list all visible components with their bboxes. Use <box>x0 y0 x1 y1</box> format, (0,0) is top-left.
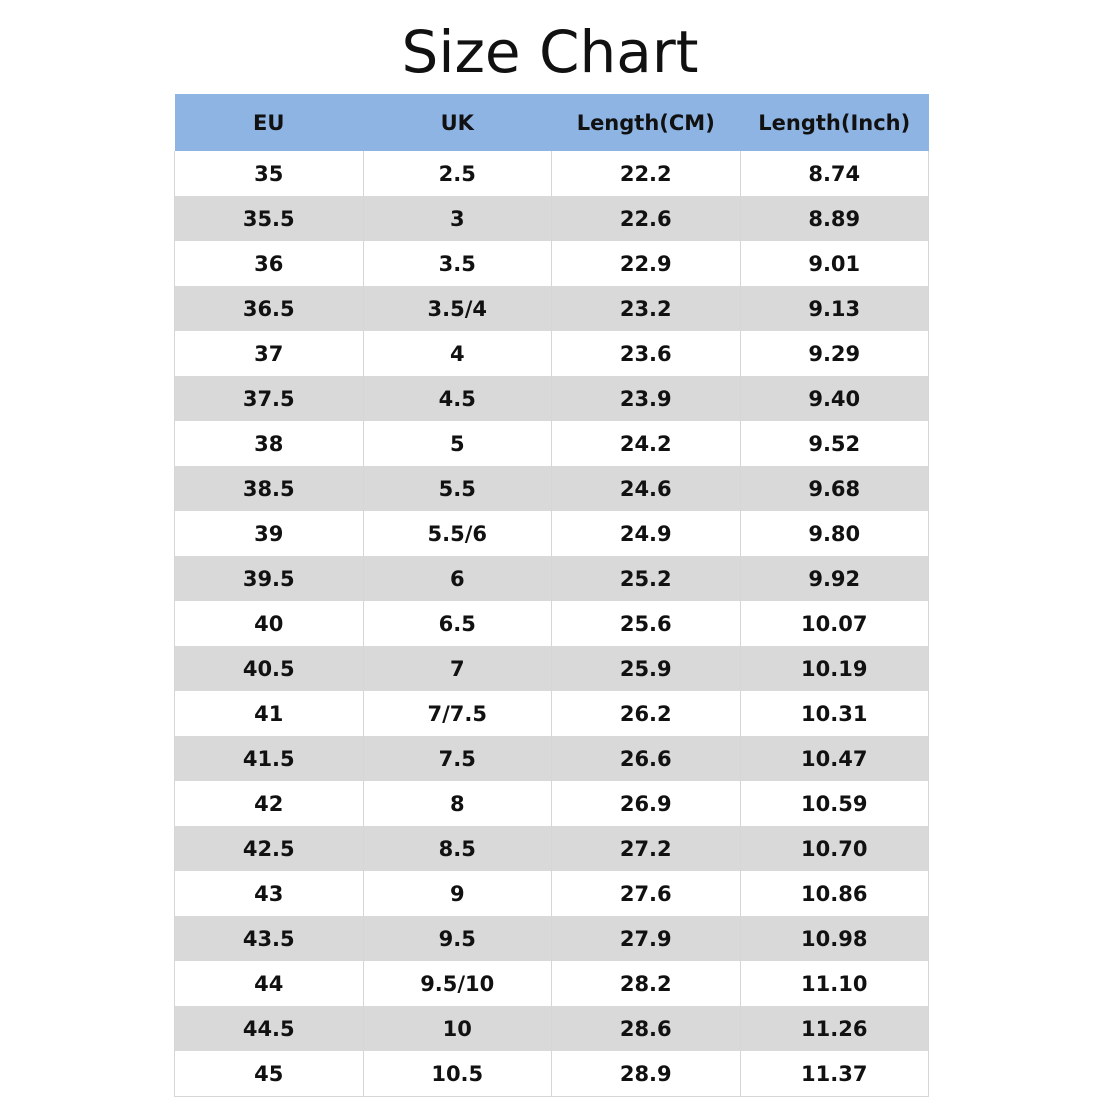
cell-length-cm: 22.6 <box>552 196 741 241</box>
cell-length-inch: 10.47 <box>740 736 929 781</box>
cell-length-inch: 8.74 <box>740 151 929 196</box>
cell-length-inch: 10.31 <box>740 691 929 736</box>
cell-length-inch: 9.80 <box>740 511 929 556</box>
cell-uk: 9.5/10 <box>363 961 552 1006</box>
cell-uk: 4 <box>363 331 552 376</box>
cell-length-inch: 9.40 <box>740 376 929 421</box>
cell-length-cm: 27.2 <box>552 826 741 871</box>
table-row <box>175 466 929 511</box>
cell-uk: 6.5 <box>363 601 552 646</box>
header-uk: UK <box>363 94 552 151</box>
cell-eu: 42.5 <box>175 826 364 871</box>
cell-uk: 8 <box>363 781 552 826</box>
cell-uk: 7 <box>363 646 552 691</box>
cell-length-inch: 9.92 <box>740 556 929 601</box>
cell-length-cm: 28.6 <box>552 1006 741 1051</box>
cell-eu: 38 <box>175 421 364 466</box>
size-table <box>174 94 929 1097</box>
table-row <box>175 241 929 286</box>
cell-length-cm: 26.6 <box>552 736 741 781</box>
table-row <box>175 196 929 241</box>
table-row <box>175 691 929 736</box>
cell-length-cm: 25.2 <box>552 556 741 601</box>
cell-length-inch: 10.19 <box>740 646 929 691</box>
table-row <box>175 286 929 331</box>
cell-length-inch: 10.07 <box>740 601 929 646</box>
cell-eu: 39.5 <box>175 556 364 601</box>
cell-length-cm: 27.9 <box>552 916 741 961</box>
header-eu: EU <box>175 94 364 151</box>
table-row <box>175 781 929 826</box>
cell-uk: 5 <box>363 421 552 466</box>
cell-length-cm: 23.2 <box>552 286 741 331</box>
cell-uk: 10.5 <box>363 1051 552 1097</box>
cell-length-inch: 10.86 <box>740 871 929 916</box>
cell-length-cm: 23.6 <box>552 331 741 376</box>
cell-uk: 9.5 <box>363 916 552 961</box>
cell-eu: 44.5 <box>175 1006 364 1051</box>
cell-uk: 7.5 <box>363 736 552 781</box>
table-row <box>175 826 929 871</box>
header-row <box>175 94 929 151</box>
table-body <box>175 151 929 1097</box>
cell-length-inch: 10.59 <box>740 781 929 826</box>
cell-length-cm: 24.2 <box>552 421 741 466</box>
cell-length-inch: 8.89 <box>740 196 929 241</box>
cell-eu: 45 <box>175 1051 364 1097</box>
cell-length-cm: 22.2 <box>552 151 741 196</box>
cell-length-cm: 23.9 <box>552 376 741 421</box>
cell-length-inch: 9.13 <box>740 286 929 331</box>
header-length-inch: Length(Inch) <box>740 94 929 151</box>
cell-uk: 3.5 <box>363 241 552 286</box>
table-row <box>175 601 929 646</box>
table-row <box>175 961 929 1006</box>
cell-eu: 40.5 <box>175 646 364 691</box>
cell-length-cm: 24.9 <box>552 511 741 556</box>
table-row <box>175 421 929 466</box>
cell-length-inch: 9.29 <box>740 331 929 376</box>
cell-length-cm: 28.2 <box>552 961 741 1006</box>
cell-eu: 37.5 <box>175 376 364 421</box>
table-row <box>175 331 929 376</box>
cell-uk: 10 <box>363 1006 552 1051</box>
cell-eu: 39 <box>175 511 364 556</box>
page-title: Size Chart <box>401 18 699 86</box>
table-row <box>175 1051 929 1097</box>
table-row <box>175 1006 929 1051</box>
cell-length-inch: 10.70 <box>740 826 929 871</box>
cell-length-cm: 25.9 <box>552 646 741 691</box>
cell-length-inch: 9.52 <box>740 421 929 466</box>
table-header <box>175 94 929 151</box>
table-row <box>175 511 929 556</box>
cell-uk: 6 <box>363 556 552 601</box>
cell-uk: 5.5 <box>363 466 552 511</box>
cell-eu: 43 <box>175 871 364 916</box>
cell-length-inch: 9.01 <box>740 241 929 286</box>
cell-length-cm: 24.6 <box>552 466 741 511</box>
cell-eu: 44 <box>175 961 364 1006</box>
cell-uk: 3 <box>363 196 552 241</box>
table-row <box>175 736 929 781</box>
header-length-cm: Length(CM) <box>552 94 741 151</box>
cell-length-cm: 22.9 <box>552 241 741 286</box>
cell-uk: 8.5 <box>363 826 552 871</box>
cell-eu: 40 <box>175 601 364 646</box>
cell-length-cm: 26.2 <box>552 691 741 736</box>
cell-uk: 3.5/4 <box>363 286 552 331</box>
cell-eu: 35.5 <box>175 196 364 241</box>
cell-eu: 36.5 <box>175 286 364 331</box>
cell-length-cm: 28.9 <box>552 1051 741 1097</box>
cell-eu: 36 <box>175 241 364 286</box>
table-row <box>175 646 929 691</box>
cell-uk: 7/7.5 <box>363 691 552 736</box>
cell-eu: 35 <box>175 151 364 196</box>
cell-length-inch: 10.98 <box>740 916 929 961</box>
cell-eu: 38.5 <box>175 466 364 511</box>
cell-length-inch: 11.37 <box>740 1051 929 1097</box>
table-row <box>175 556 929 601</box>
cell-eu: 41 <box>175 691 364 736</box>
table-row <box>175 916 929 961</box>
cell-eu: 37 <box>175 331 364 376</box>
cell-length-cm: 26.9 <box>552 781 741 826</box>
cell-uk: 2.5 <box>363 151 552 196</box>
cell-length-inch: 11.26 <box>740 1006 929 1051</box>
cell-length-inch: 11.10 <box>740 961 929 1006</box>
cell-eu: 42 <box>175 781 364 826</box>
cell-uk: 5.5/6 <box>363 511 552 556</box>
table-row <box>175 151 929 196</box>
table-row <box>175 376 929 421</box>
cell-uk: 9 <box>363 871 552 916</box>
cell-eu: 43.5 <box>175 916 364 961</box>
cell-length-cm: 27.6 <box>552 871 741 916</box>
cell-length-cm: 25.6 <box>552 601 741 646</box>
cell-uk: 4.5 <box>363 376 552 421</box>
cell-length-inch: 9.68 <box>740 466 929 511</box>
cell-eu: 41.5 <box>175 736 364 781</box>
table-row <box>175 871 929 916</box>
